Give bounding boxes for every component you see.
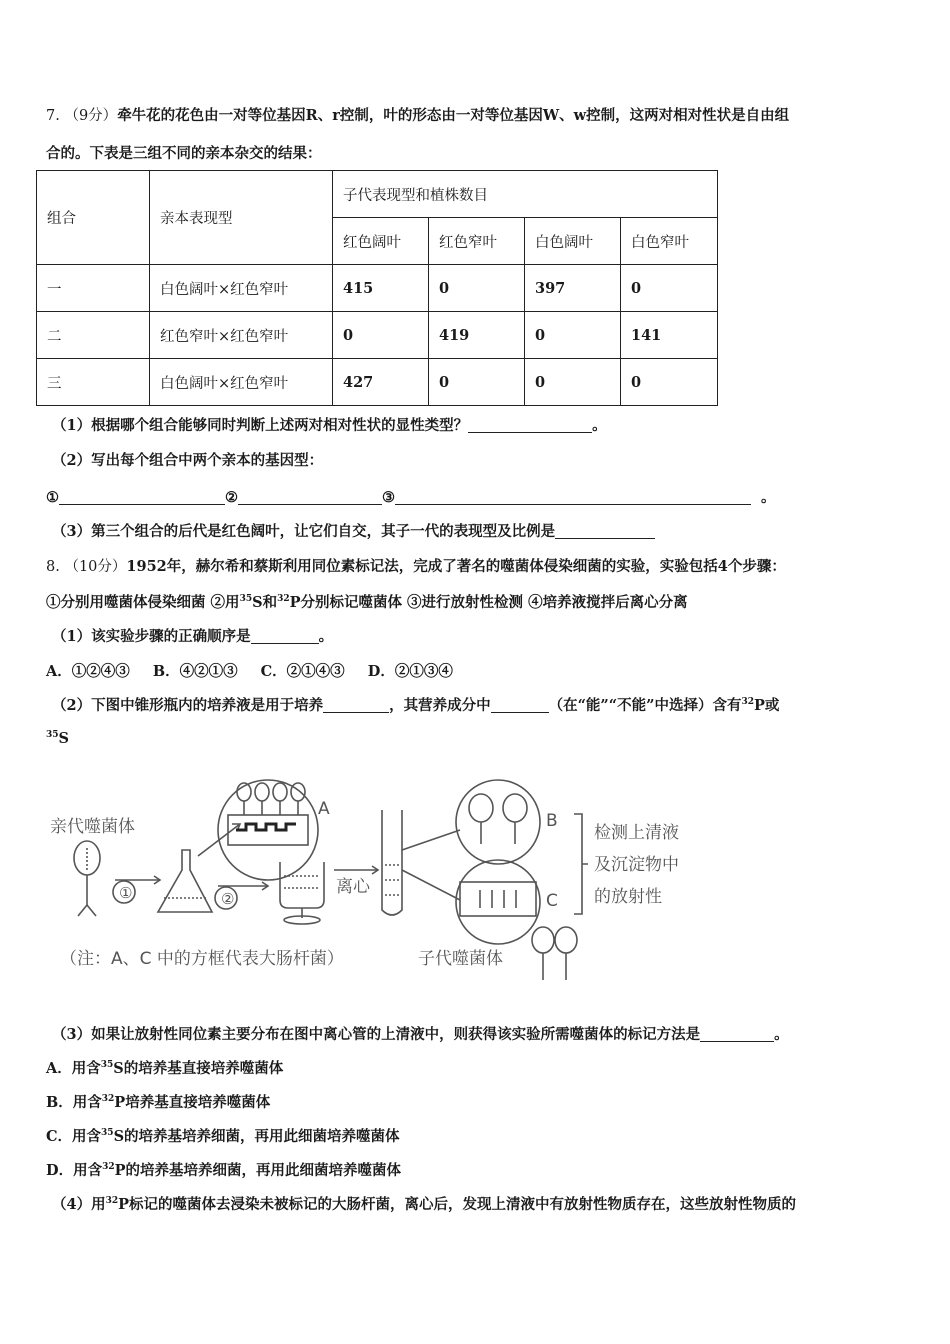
table-cell-group: 一 xyxy=(37,265,150,312)
table-cell-group: 三 xyxy=(37,359,150,406)
table-cell-parent: 白色阔叶×红色窄叶 xyxy=(150,265,333,312)
superscript: 32 xyxy=(741,697,754,707)
table-cell-value: 0 xyxy=(429,359,525,406)
q7-part2-blanks xyxy=(46,486,776,507)
option-text: P的培养基培养细菌，再用此细菌培养噬菌体 xyxy=(114,1162,402,1179)
q8-part3-end: 。 xyxy=(774,1026,789,1043)
q8-option-a xyxy=(46,1057,283,1078)
table-cell-parent: 红色窄叶×红色窄叶 xyxy=(150,312,333,359)
q8-part2-text: ，其营养成分中 xyxy=(389,697,491,714)
flask-icon xyxy=(158,850,212,912)
option-text: P培养基直接培养噬菌体 xyxy=(114,1094,271,1111)
q8-part2-text: （在“能”“不能”中选择）含有 xyxy=(548,697,742,714)
pointer-line-icon xyxy=(402,870,460,900)
q7-number: 7. xyxy=(46,108,60,124)
beaker-icon xyxy=(280,862,324,924)
table-cell-value: 419 xyxy=(429,312,525,359)
q8-part4-text: P标记的噬菌体去浸染未被标记的大肠杆菌，离心后，发现上清液中有放射性物质存在，这些放射性物质的 xyxy=(118,1196,797,1213)
table-cell-value: 0 xyxy=(525,312,621,359)
parent-phage-icon xyxy=(74,841,100,916)
fig-label-a: A xyxy=(318,799,330,819)
table-header-group: 组合 xyxy=(37,171,150,265)
option-text: D．用含 xyxy=(46,1162,103,1179)
table-header-parent: 亲本表现型 xyxy=(150,171,333,265)
q7-part1 xyxy=(52,414,607,435)
q7-stem-line1 xyxy=(46,104,789,125)
table-cell-value: 0 xyxy=(621,265,718,312)
q7-results-table xyxy=(36,170,718,406)
table-subheader: 白色阔叶 xyxy=(525,218,621,265)
superscript: 35 xyxy=(100,1060,114,1070)
option-text: S的培养基直接培养噬菌体 xyxy=(113,1060,284,1077)
option-text: C．用含 xyxy=(46,1128,102,1145)
blank-marker: ① xyxy=(46,489,59,506)
q7-part1-end: 。 xyxy=(592,417,607,434)
experiment-diagram xyxy=(40,770,720,990)
table-cell-group: 二 xyxy=(37,312,150,359)
q8-stem-text: 1952年，赫尔希和蔡斯利用同位素标记法，完成了著名的噬菌体侵染细菌的实验，实验包括4个步骤： xyxy=(126,558,786,575)
table-cell-value: 0 xyxy=(333,312,429,359)
fig-offspring-label: 子代噬菌体 xyxy=(418,949,503,969)
table-cell-parent: 白色阔叶×红色窄叶 xyxy=(150,359,333,406)
answer-blank[interactable] xyxy=(59,490,225,505)
q8-option-c xyxy=(46,1125,400,1146)
q7-part3-text: （3）第三个组合的后代是红色阔叶，让它们自交，其子一代的表现型及比例是 xyxy=(52,523,556,540)
q8-part2 xyxy=(52,694,779,715)
q7-part3 xyxy=(52,520,655,541)
answer-blank[interactable] xyxy=(238,490,382,505)
superscript: 32 xyxy=(105,1196,119,1206)
table-subheader: 红色阔叶 xyxy=(333,218,429,265)
fig-label-b: B xyxy=(546,811,558,831)
pointer-line-icon xyxy=(402,830,460,850)
table-cell-value: 0 xyxy=(525,359,621,406)
option-b: B．④②①③ xyxy=(152,663,238,680)
fig-parent-label: 亲代噬菌体 xyxy=(50,817,135,837)
superscript: 32 xyxy=(277,594,290,604)
q8-part2-text: P或 xyxy=(754,697,780,714)
blank-marker: ③ xyxy=(382,489,395,506)
superscript: 35 xyxy=(46,730,59,740)
answer-blank[interactable] xyxy=(700,1027,774,1042)
q8-part1-text: （1）该实验步骤的正确顺序是 xyxy=(52,628,251,645)
fig-detect-line1: 检测上清液 xyxy=(594,823,679,843)
q8-part1-options xyxy=(46,660,453,681)
option-c: C．②①④③ xyxy=(260,663,345,680)
q8-steps-part: S和 xyxy=(252,594,278,611)
superscript: 35 xyxy=(101,1128,114,1138)
q8-stem xyxy=(46,555,786,576)
superscript: 32 xyxy=(101,1094,115,1104)
q7-stem-line2: 合的。下表是三组不同的亲本杂交的结果： xyxy=(46,145,322,162)
table-cell-value: 397 xyxy=(525,265,621,312)
blank-marker: ② xyxy=(225,489,238,506)
q8-part1 xyxy=(52,625,333,646)
q8-part4 xyxy=(52,1193,796,1214)
table-subheader: 红色窄叶 xyxy=(429,218,525,265)
q8-part3-text: （3）如果让放射性同位素主要分布在图中离心管的上清液中，则获得该实验所需噬菌体的标记方法是 xyxy=(52,1026,701,1043)
fig-centrifuge-label: 离心 xyxy=(336,877,370,897)
superscript: 32 xyxy=(102,1162,115,1172)
q8-number: 8. xyxy=(46,559,60,575)
fig-detect-line2: 及沉淀物中 xyxy=(594,855,679,875)
table-row xyxy=(37,265,718,312)
q8-option-b xyxy=(46,1091,270,1112)
answer-blank[interactable] xyxy=(323,698,389,713)
q7-part2: （2）写出每个组合中两个亲本的基因型： xyxy=(52,452,324,469)
q8-steps-part: ①分别用噬菌体侵染细菌 ②用 xyxy=(46,594,240,611)
offspring-phage-icon xyxy=(532,927,577,980)
fig-note: （注：A、C 中的方框代表大肠杆菌） xyxy=(60,949,344,969)
answer-blank[interactable] xyxy=(491,698,549,713)
table-subheader: 白色窄叶 xyxy=(621,218,718,265)
bubble-b-icon xyxy=(456,780,540,864)
fig-label-c: C xyxy=(546,891,558,911)
option-d: D．②①③④ xyxy=(367,663,453,680)
q8-part1-end: 。 xyxy=(318,628,334,645)
table-row xyxy=(37,312,718,359)
option-a: A．①②④③ xyxy=(46,663,130,680)
q7-part1-text: （1）根据哪个组合能够同时判断上述两对相对性状的显性类型？ xyxy=(52,417,469,434)
option-text: B．用含 xyxy=(46,1094,102,1111)
option-text: A．用含 xyxy=(46,1060,101,1077)
table-cell-value: 427 xyxy=(333,359,429,406)
table-header-offspring: 子代表现型和植株数目 xyxy=(333,171,718,218)
option-text: S的培养基培养细菌，再用此细菌培养噬菌体 xyxy=(113,1128,400,1145)
answer-blank[interactable] xyxy=(395,490,751,505)
bracket-icon xyxy=(574,814,588,914)
answer-blank[interactable] xyxy=(555,524,655,539)
centrifuge-tube-icon xyxy=(382,810,402,915)
fig-detect-line3: 的放射性 xyxy=(594,887,662,907)
q7-stem-text1: 牵牛花的花色由一对等位基因R、r控制，叶的形态由一对等位基因W、w控制，这两对相对性状是自由组 xyxy=(117,107,790,124)
q8-score: （10分） xyxy=(64,559,127,575)
q8-part2-text: （2）下图中锥形瓶内的培养液是用于培养 xyxy=(52,697,324,714)
answer-blank[interactable] xyxy=(251,629,319,644)
q8-option-d xyxy=(46,1159,401,1180)
q7-score: （9分） xyxy=(64,108,118,124)
table-cell-value: 0 xyxy=(621,359,718,406)
q8-part3 xyxy=(52,1023,789,1044)
q8-steps-part: P分别标记噬菌体 ③进行放射性检测 ④培养液搅拌后离心分离 xyxy=(289,594,688,611)
q8-steps xyxy=(46,591,688,612)
q8-part4-text: （4）用 xyxy=(52,1196,106,1213)
superscript: 35 xyxy=(239,594,253,604)
q8-part2-text: S xyxy=(58,730,70,747)
blank-end: 。 xyxy=(761,489,776,506)
table-cell-value: 415 xyxy=(333,265,429,312)
bubble-c-icon xyxy=(456,860,540,944)
fig-step2: ② xyxy=(221,890,235,908)
table-row xyxy=(37,359,718,406)
table-cell-value: 0 xyxy=(429,265,525,312)
answer-blank[interactable] xyxy=(468,418,592,433)
table-cell-value: 141 xyxy=(621,312,718,359)
fig-step1: ① xyxy=(119,884,133,902)
q8-part2-cont xyxy=(46,730,69,747)
